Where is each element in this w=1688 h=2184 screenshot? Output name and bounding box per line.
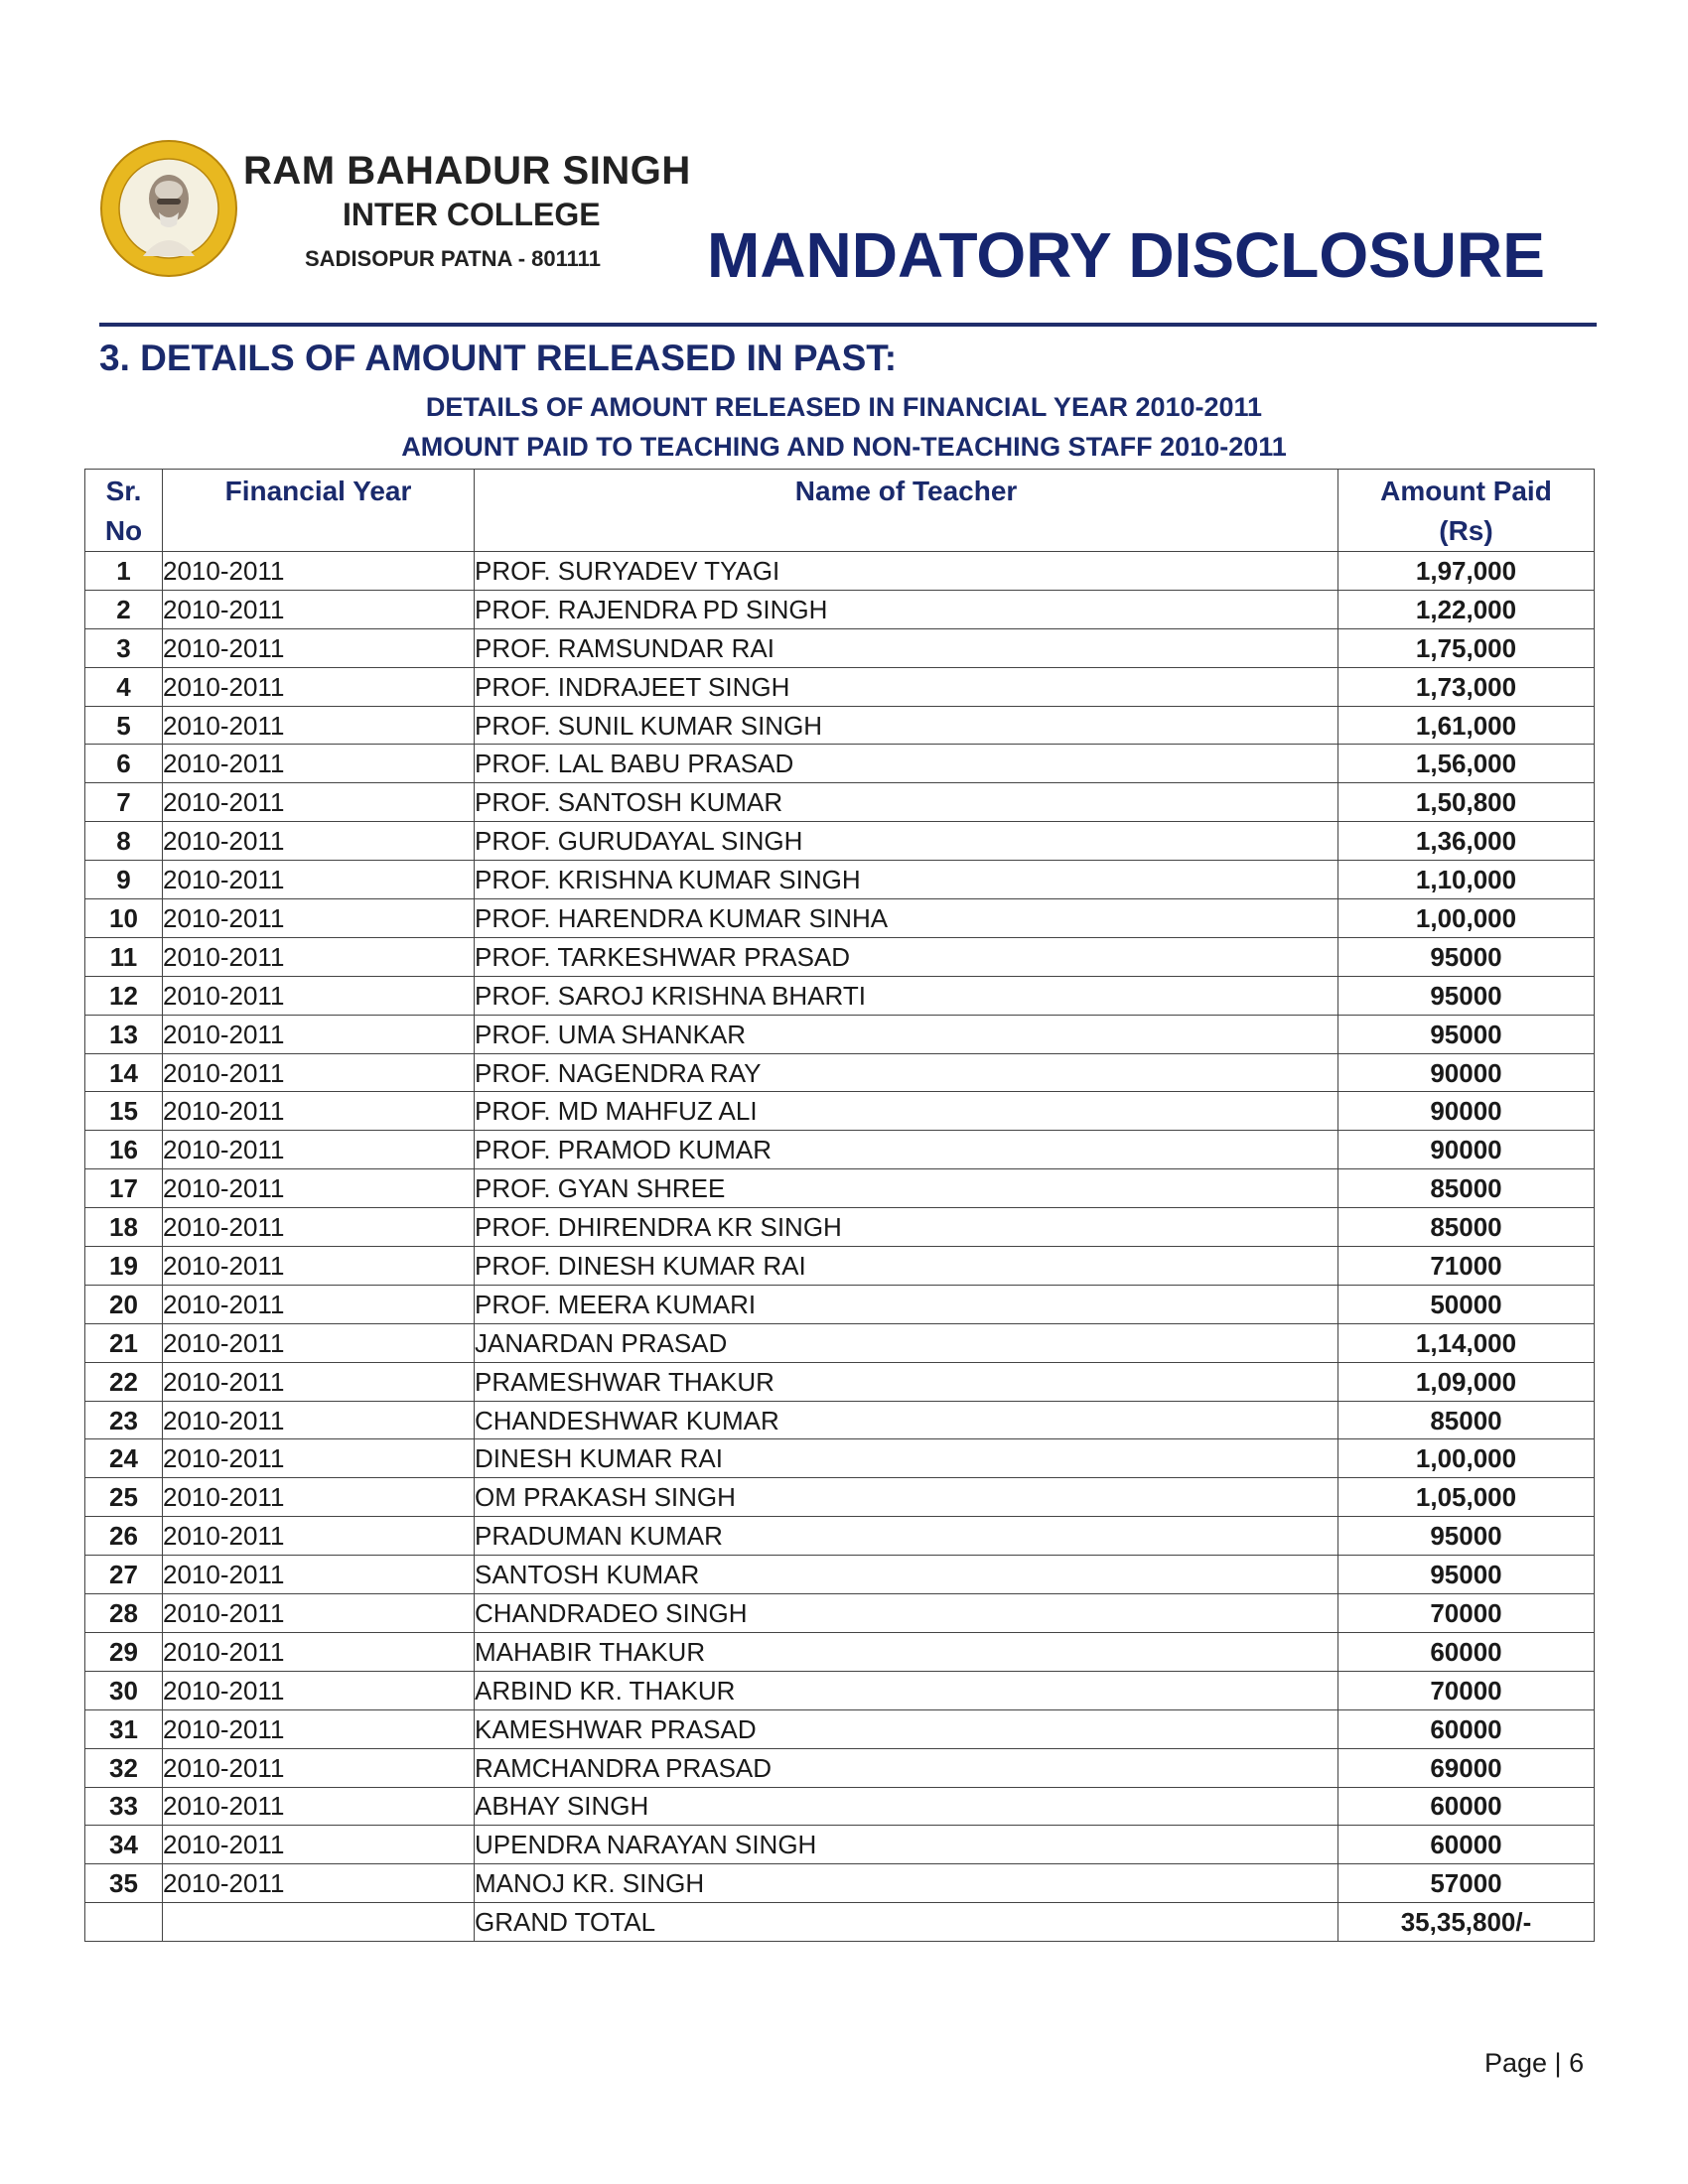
table-row <box>85 1709 1595 1748</box>
table-row <box>85 1748 1595 1787</box>
teacher-name-cell: PROF. SANTOSH KUMAR <box>475 783 1338 822</box>
sr-no-cell: 22 <box>85 1362 163 1401</box>
financial-year-cell: 2010-2011 <box>163 1439 475 1478</box>
amount-cell: 90000 <box>1338 1131 1595 1169</box>
teacher-name-cell: PROF. MD MAHFUZ ALI <box>475 1092 1338 1131</box>
amount-table <box>84 469 1595 1942</box>
section-heading: 3. DETAILS OF AMOUNT RELEASED IN PAST: <box>99 338 898 378</box>
amount-cell: 1,73,000 <box>1338 667 1595 706</box>
teacher-name-cell: PROF. INDRAJEET SINGH <box>475 667 1338 706</box>
grand-total-row <box>85 1903 1595 1942</box>
sr-no-cell: 14 <box>85 1053 163 1092</box>
teacher-name-cell: PROF. RAJENDRA PD SINGH <box>475 590 1338 628</box>
table-row <box>85 783 1595 822</box>
sr-no-cell: 4 <box>85 667 163 706</box>
financial-year-cell: 2010-2011 <box>163 937 475 976</box>
financial-year-cell: 2010-2011 <box>163 745 475 783</box>
teacher-name-cell: PROF. GYAN SHREE <box>475 1169 1338 1208</box>
sr-no-cell: 19 <box>85 1247 163 1286</box>
teacher-name-cell: PROF. KRISHNA KUMAR SINGH <box>475 861 1338 899</box>
amount-cell: 60000 <box>1338 1787 1595 1826</box>
sr-no-cell: 20 <box>85 1285 163 1323</box>
table-row <box>85 552 1595 591</box>
table-row <box>85 706 1595 745</box>
amount-cell: 85000 <box>1338 1208 1595 1247</box>
sr-no-cell: 5 <box>85 706 163 745</box>
table-row <box>85 745 1595 783</box>
subheading-financial-year: DETAILS OF AMOUNT RELEASED IN FINANCIAL YEAR 2010-2011 <box>425 392 1263 422</box>
college-address: SADISOPUR PATNA - 801111 <box>305 246 601 271</box>
amount-cell: 60000 <box>1338 1632 1595 1671</box>
table-row <box>85 1594 1595 1633</box>
sr-no-cell: 29 <box>85 1632 163 1671</box>
financial-year-cell: 2010-2011 <box>163 1285 475 1323</box>
page-number: Page | 6 <box>1484 2048 1585 2078</box>
financial-year-cell: 2010-2011 <box>163 1015 475 1053</box>
table-row <box>85 1323 1595 1362</box>
table-row <box>85 899 1595 938</box>
amount-cell: 70000 <box>1338 1671 1595 1709</box>
amount-cell: 50000 <box>1338 1285 1595 1323</box>
teacher-name-cell: PROF. SUNIL KUMAR SINGH <box>475 706 1338 745</box>
table-row <box>85 1401 1595 1439</box>
amount-cell: 1,36,000 <box>1338 822 1595 861</box>
table-row <box>85 1517 1595 1556</box>
amount-cell: 57000 <box>1338 1864 1595 1903</box>
amount-cell: 1,00,000 <box>1338 1439 1595 1478</box>
teacher-name-cell: PROF. DHIRENDRA KR SINGH <box>475 1208 1338 1247</box>
financial-year-cell: 2010-2011 <box>163 706 475 745</box>
sr-no-cell: 32 <box>85 1748 163 1787</box>
amount-cell: 1,10,000 <box>1338 861 1595 899</box>
table-row <box>85 937 1595 976</box>
teacher-name-cell: DINESH KUMAR RAI <box>475 1439 1338 1478</box>
amount-cell: 90000 <box>1338 1053 1595 1092</box>
subheading-staff: AMOUNT PAID TO TEACHING AND NON-TEACHING STAFF 2010-2011 <box>401 432 1287 462</box>
amount-cell: 71000 <box>1338 1247 1595 1286</box>
table-row <box>85 1362 1595 1401</box>
table-row <box>85 1787 1595 1826</box>
document-title: MANDATORY DISCLOSURE <box>707 219 1545 291</box>
teacher-name-cell: ARBIND KR. THAKUR <box>475 1671 1338 1709</box>
teacher-name-cell: SANTOSH KUMAR <box>475 1556 1338 1594</box>
table-row <box>85 1285 1595 1323</box>
table-row <box>85 628 1595 667</box>
financial-year-cell: 2010-2011 <box>163 1632 475 1671</box>
sr-no-cell: 28 <box>85 1594 163 1633</box>
teacher-name-cell: PROF. LAL BABU PRASAD <box>475 745 1338 783</box>
amount-cell: 1,56,000 <box>1338 745 1595 783</box>
table-header-row <box>85 470 1595 552</box>
teacher-name-cell: PROF. MEERA KUMARI <box>475 1285 1338 1323</box>
financial-year-cell: 2010-2011 <box>163 1053 475 1092</box>
table-row <box>85 1478 1595 1517</box>
financial-year-cell: 2010-2011 <box>163 1556 475 1594</box>
teacher-name-cell: JANARDAN PRASAD <box>475 1323 1338 1362</box>
teacher-name-cell: MAHABIR THAKUR <box>475 1632 1338 1671</box>
table-row <box>85 861 1595 899</box>
college-subtitle: INTER COLLEGE <box>343 197 601 232</box>
amount-cell: 1,50,800 <box>1338 783 1595 822</box>
amount-cell: 95000 <box>1338 1556 1595 1594</box>
financial-year-cell: 2010-2011 <box>163 1748 475 1787</box>
amount-cell: 1,00,000 <box>1338 899 1595 938</box>
table-row <box>85 590 1595 628</box>
amount-cell: 1,61,000 <box>1338 706 1595 745</box>
amount-cell: 1,14,000 <box>1338 1323 1595 1362</box>
teacher-name-cell: PROF. SURYADEV TYAGI <box>475 552 1338 591</box>
sr-no-cell: 17 <box>85 1169 163 1208</box>
table-row <box>85 1015 1595 1053</box>
financial-year-cell: 2010-2011 <box>163 590 475 628</box>
table-row <box>85 1092 1595 1131</box>
table-row <box>85 1247 1595 1286</box>
financial-year-cell: 2010-2011 <box>163 1517 475 1556</box>
teacher-name-cell: ABHAY SINGH <box>475 1787 1338 1826</box>
financial-year-cell: 2010-2011 <box>163 1709 475 1748</box>
total-teacher-name-cell: GRAND TOTAL <box>475 1903 1338 1942</box>
sr-no-cell: 33 <box>85 1787 163 1826</box>
teacher-name-cell: PROF. UMA SHANKAR <box>475 1015 1338 1053</box>
table-row <box>85 1826 1595 1864</box>
amount-cell: 95000 <box>1338 976 1595 1015</box>
header-amount-paid: Amount Paid (Rs) <box>1338 470 1595 552</box>
sr-no-cell: 21 <box>85 1323 163 1362</box>
sr-no-cell: 8 <box>85 822 163 861</box>
financial-year-cell: 2010-2011 <box>163 1208 475 1247</box>
teacher-name-cell: PRAMESHWAR THAKUR <box>475 1362 1338 1401</box>
financial-year-cell: 2010-2011 <box>163 1401 475 1439</box>
table-row <box>85 1053 1595 1092</box>
teacher-name-cell: CHANDRADEO SINGH <box>475 1594 1338 1633</box>
sr-no-cell: 31 <box>85 1709 163 1748</box>
sr-no-cell: 25 <box>85 1478 163 1517</box>
teacher-name-cell: PROF. SAROJ KRISHNA BHARTI <box>475 976 1338 1015</box>
sr-no-cell: 23 <box>85 1401 163 1439</box>
financial-year-cell: 2010-2011 <box>163 552 475 591</box>
sr-no-cell: 1 <box>85 552 163 591</box>
sr-no-cell: 18 <box>85 1208 163 1247</box>
sr-no-cell: 30 <box>85 1671 163 1709</box>
table-row <box>85 1439 1595 1478</box>
financial-year-cell: 2010-2011 <box>163 861 475 899</box>
header-divider <box>99 323 1597 327</box>
teacher-name-cell: PROF. RAMSUNDAR RAI <box>475 628 1338 667</box>
financial-year-cell: 2010-2011 <box>163 1478 475 1517</box>
table-row <box>85 976 1595 1015</box>
teacher-name-cell: UPENDRA NARAYAN SINGH <box>475 1826 1338 1864</box>
financial-year-cell: 2010-2011 <box>163 1864 475 1903</box>
header-sr-no: Sr. No <box>85 470 163 552</box>
teacher-name-cell: CHANDESHWAR KUMAR <box>475 1401 1338 1439</box>
amount-cell: 60000 <box>1338 1709 1595 1748</box>
teacher-name-cell: PROF. PRAMOD KUMAR <box>475 1131 1338 1169</box>
total-amount-cell: 35,35,800/- <box>1338 1903 1595 1942</box>
teacher-name-cell: PROF. DINESH KUMAR RAI <box>475 1247 1338 1286</box>
financial-year-cell: 2010-2011 <box>163 1131 475 1169</box>
financial-year-cell: 2010-2011 <box>163 1362 475 1401</box>
table-row <box>85 1632 1595 1671</box>
financial-year-cell: 2010-2011 <box>163 1247 475 1286</box>
sr-no-cell: 24 <box>85 1439 163 1478</box>
sr-no-cell: 10 <box>85 899 163 938</box>
amount-cell: 1,05,000 <box>1338 1478 1595 1517</box>
teacher-name-cell: RAMCHANDRA PRASAD <box>475 1748 1338 1787</box>
financial-year-cell: 2010-2011 <box>163 1787 475 1826</box>
amount-cell: 60000 <box>1338 1826 1595 1864</box>
teacher-name-cell: OM PRAKASH SINGH <box>475 1478 1338 1517</box>
financial-year-cell: 2010-2011 <box>163 1323 475 1362</box>
teacher-name-cell: PROF. TARKESHWAR PRASAD <box>475 937 1338 976</box>
college-logo <box>99 139 238 278</box>
sr-no-cell: 34 <box>85 1826 163 1864</box>
teacher-name-cell: MANOJ KR. SINGH <box>475 1864 1338 1903</box>
sr-no-cell: 12 <box>85 976 163 1015</box>
financial-year-cell: 2010-2011 <box>163 1092 475 1131</box>
amount-cell: 69000 <box>1338 1748 1595 1787</box>
amount-cell: 1,09,000 <box>1338 1362 1595 1401</box>
table-body <box>85 552 1595 1942</box>
sr-no-cell: 11 <box>85 937 163 976</box>
sr-no-cell: 2 <box>85 590 163 628</box>
table-row <box>85 1671 1595 1709</box>
header-financial-year: Financial Year <box>163 470 475 552</box>
amount-cell: 1,97,000 <box>1338 552 1595 591</box>
table-row <box>85 1208 1595 1247</box>
sr-no-cell: 26 <box>85 1517 163 1556</box>
financial-year-cell: 2010-2011 <box>163 976 475 1015</box>
sr-no-cell: 16 <box>85 1131 163 1169</box>
teacher-name-cell: PROF. HARENDRA KUMAR SINHA <box>475 899 1338 938</box>
financial-year-cell: 2010-2011 <box>163 783 475 822</box>
sr-no-cell: 9 <box>85 861 163 899</box>
financial-year-cell: 2010-2011 <box>163 1826 475 1864</box>
financial-year-cell: 2010-2011 <box>163 1594 475 1633</box>
college-name: RAM BAHADUR SINGH <box>243 149 691 193</box>
sr-no-cell: 27 <box>85 1556 163 1594</box>
amount-cell: 85000 <box>1338 1401 1595 1439</box>
financial-year-cell: 2010-2011 <box>163 667 475 706</box>
amount-cell: 90000 <box>1338 1092 1595 1131</box>
amount-cell: 95000 <box>1338 937 1595 976</box>
total-financial-year-cell <box>163 1903 475 1942</box>
teacher-name-cell: PROF. GURUDAYAL SINGH <box>475 822 1338 861</box>
amount-cell: 1,75,000 <box>1338 628 1595 667</box>
total-sr-no-cell <box>85 1903 163 1942</box>
table-row <box>85 1169 1595 1208</box>
sr-no-cell: 13 <box>85 1015 163 1053</box>
financial-year-cell: 2010-2011 <box>163 1169 475 1208</box>
amount-cell: 95000 <box>1338 1517 1595 1556</box>
amount-cell: 85000 <box>1338 1169 1595 1208</box>
table-row <box>85 1131 1595 1169</box>
sr-no-cell: 35 <box>85 1864 163 1903</box>
sr-no-cell: 6 <box>85 745 163 783</box>
sr-no-cell: 15 <box>85 1092 163 1131</box>
amount-cell: 70000 <box>1338 1594 1595 1633</box>
sr-no-cell: 3 <box>85 628 163 667</box>
financial-year-cell: 2010-2011 <box>163 899 475 938</box>
financial-year-cell: 2010-2011 <box>163 822 475 861</box>
table-row <box>85 667 1595 706</box>
teacher-name-cell: PROF. NAGENDRA RAY <box>475 1053 1338 1092</box>
page-header <box>99 139 1599 328</box>
financial-year-cell: 2010-2011 <box>163 628 475 667</box>
table-row <box>85 1864 1595 1903</box>
teacher-name-cell: PRADUMAN KUMAR <box>475 1517 1338 1556</box>
header-teacher-name: Name of Teacher <box>475 470 1338 552</box>
amount-cell: 95000 <box>1338 1015 1595 1053</box>
table-row <box>85 1556 1595 1594</box>
amount-cell: 1,22,000 <box>1338 590 1595 628</box>
sr-no-cell: 7 <box>85 783 163 822</box>
table-row <box>85 822 1595 861</box>
teacher-name-cell: KAMESHWAR PRASAD <box>475 1709 1338 1748</box>
financial-year-cell: 2010-2011 <box>163 1671 475 1709</box>
